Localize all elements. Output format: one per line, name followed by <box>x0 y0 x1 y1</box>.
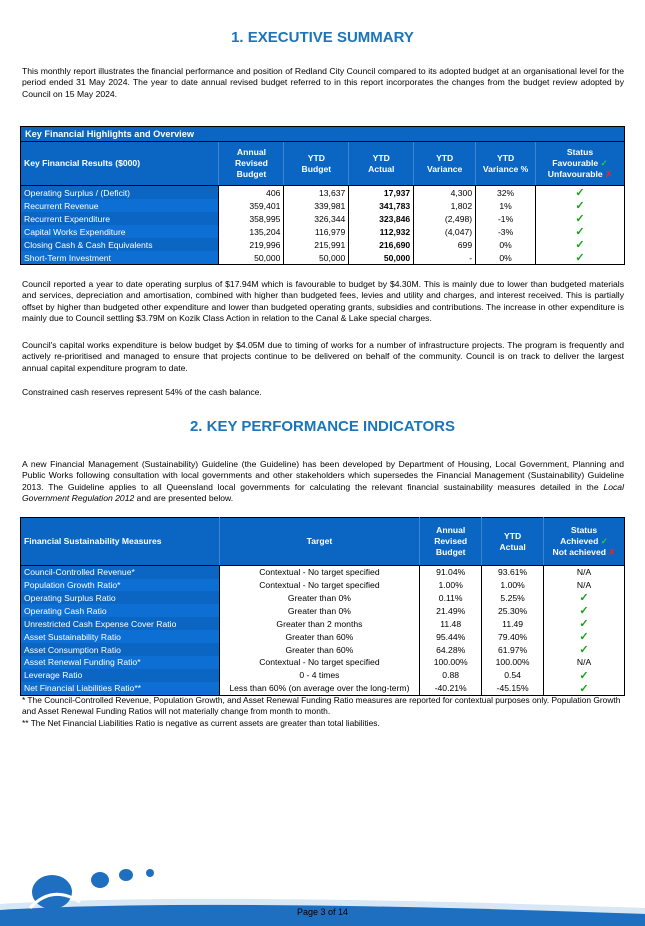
kpi-col-header-annual: Annual Revised Budget <box>420 518 482 566</box>
kpi-ytd-value: 11.49 <box>482 617 544 630</box>
kpi-target: Greater than 60% <box>219 643 420 656</box>
annual-budget-value: 359,401 <box>219 199 284 212</box>
kpi-label: Operating Cash Ratio <box>21 604 220 617</box>
cross-icon: ✗ <box>608 547 616 557</box>
kpi-annual-value: 64.28% <box>420 643 482 656</box>
ytd-actual-value: 112,932 <box>349 225 414 238</box>
kpi-status-cell <box>544 630 625 643</box>
col-header-status: Status Favourable ✓ Unfavourable ✗ <box>536 142 625 186</box>
ytd-budget-value: 339,981 <box>284 199 349 212</box>
status-cell <box>536 186 625 200</box>
kpi-annual-value: -40.21% <box>420 682 482 696</box>
ytd-variance-value: 4,300 <box>414 186 476 200</box>
status-cell <box>536 238 625 251</box>
kpi-label: Asset Renewal Funding Ratio* <box>21 656 220 669</box>
kpi-footnote-1: * The Council-Controlled Revenue, Population Growth, and Asset Renewal Funding Ratio measures are reported for contextual purposes only. Population Growth and Asset Renewal Funding Ratios will not materially change from month to month. <box>22 695 621 717</box>
col-header-ytd-actual: YTD Actual <box>349 142 414 186</box>
kpi-ytd-value: 79.40% <box>482 630 544 643</box>
table-row <box>21 617 625 630</box>
ytd-variance-pct-value: -3% <box>476 225 536 238</box>
summary-para-3: Constrained cash reserves represent 54% of the cash balance. <box>22 387 262 397</box>
kpi-target: Greater than 60% <box>219 630 420 643</box>
status-tick-icon: ✓ <box>575 200 585 212</box>
section1-title: 1. EXECUTIVE SUMMARY <box>231 29 414 46</box>
ytd-actual-value: 50,000 <box>349 251 414 265</box>
kpi-label: Net Financial Liabilities Ratio** <box>21 682 220 696</box>
col-header-ytd-budget: YTD Budget <box>284 142 349 186</box>
ytd-budget-value: 326,344 <box>284 212 349 225</box>
kpi-status-cell <box>544 617 625 630</box>
kpi-annual-value: 21.49% <box>420 604 482 617</box>
kpi-annual-value: 91.04% <box>420 566 482 579</box>
status-tick-icon: ✓ <box>579 631 589 644</box>
col-header-annual: Annual Revised Budget <box>219 142 284 186</box>
col-header-ytd-variance-pct: YTD Variance % <box>476 142 536 186</box>
kpi-table <box>20 517 625 696</box>
ytd-variance-pct-value: 1% <box>476 199 536 212</box>
status-cell <box>536 225 625 238</box>
kpi-ytd-value: 1.00% <box>482 579 544 592</box>
section1-intro: This monthly report illustrates the financial performance and position of Redland City Council compared to its adopted budget at an organisational level for the period ended 31 May 2024. The year to date annual revised budget referred to in this report incorporates the changes from the budget review adopted by Council on 15 May 2024. <box>22 66 624 99</box>
table-row <box>21 212 625 225</box>
ytd-variance-value: 1,802 <box>414 199 476 212</box>
row-label: Capital Works Expenditure <box>21 225 219 238</box>
kpi-label: Asset Sustainability Ratio <box>21 630 220 643</box>
kpi-ytd-value: 0.54 <box>482 669 544 682</box>
status-tick-icon: ✓ <box>579 605 589 618</box>
table-row <box>21 238 625 251</box>
table-row <box>21 251 625 265</box>
ytd-variance-value: (4,047) <box>414 225 476 238</box>
status-tick-icon: ✓ <box>579 669 589 682</box>
annual-budget-value: 219,996 <box>219 238 284 251</box>
kpi-col-header-status: Status Achieved ✓ Not achieved ✗ <box>544 518 625 566</box>
kpi-status-cell: N/A <box>544 656 625 669</box>
section2-title: 2. KEY PERFORMANCE INDICATORS <box>189 418 456 435</box>
status-tick-icon: ✓ <box>575 252 585 264</box>
table-row <box>21 199 625 212</box>
key-financial-highlights-table <box>20 126 625 265</box>
page-number: Page 3 of 14 <box>296 907 349 917</box>
ytd-actual-value: 323,846 <box>349 212 414 225</box>
kpi-ytd-value: -45.15% <box>482 682 544 696</box>
kpi-status-cell <box>544 669 625 682</box>
ytd-variance-value: - <box>414 251 476 265</box>
status-tick-icon: ✓ <box>579 618 589 631</box>
ytd-budget-value: 13,637 <box>284 186 349 200</box>
kpi-col-header-measure: Financial Sustainability Measures <box>21 518 220 566</box>
row-label: Closing Cash & Cash Equivalents <box>21 238 219 251</box>
kpi-target: Greater than 0% <box>219 604 420 617</box>
ytd-actual-value: 216,690 <box>349 238 414 251</box>
row-label: Short-Term Investment <box>21 251 219 265</box>
status-tick-icon: ✓ <box>579 644 589 657</box>
table-row <box>21 669 625 682</box>
ytd-variance-value: (2,498) <box>414 212 476 225</box>
kpi-status-cell <box>544 591 625 604</box>
table-row <box>21 225 625 238</box>
annual-budget-value: 406 <box>219 186 284 200</box>
status-tick-icon: ✓ <box>579 592 589 605</box>
tick-icon: ✓ <box>600 158 608 168</box>
table-row <box>21 604 625 617</box>
kpi-target: Greater than 2 months <box>219 617 420 630</box>
section2-intro: A new Financial Management (Sustainability) Guideline (the Guideline) has been developed by Department of Housing, Local Government, Planning and Public Works following consultation with local governments and other stakeholders which supersedes the Financial Management (Sustainability) Guideline 2013. The Guideline applies to all Queensland local governments for calculating the relevant financial sustainability measures detailed in the Local Government Regulation 2012 and are presented below. <box>22 459 624 504</box>
table-row <box>21 630 625 643</box>
kpi-ytd-value: 5.25% <box>482 591 544 604</box>
table-row <box>21 591 625 604</box>
kpi-status-cell: N/A <box>544 579 625 592</box>
kpi-label: Unrestricted Cash Expense Cover Ratio <box>21 617 220 630</box>
kpi-label: Operating Surplus Ratio <box>21 591 220 604</box>
status-cell <box>536 212 625 225</box>
col-header-measure: Key Financial Results ($000) <box>21 142 219 186</box>
kpi-target: 0 - 4 times <box>219 669 420 682</box>
annual-budget-value: 358,995 <box>219 212 284 225</box>
kpi-ytd-value: 93.61% <box>482 566 544 579</box>
ytd-variance-pct-value: -1% <box>476 212 536 225</box>
kpi-col-header-ytd: YTD Actual <box>482 518 544 566</box>
table-row <box>21 186 625 200</box>
kpi-annual-value: 11.48 <box>420 617 482 630</box>
kpi-target: Contextual - No target specified <box>219 656 420 669</box>
kpi-label: Population Growth Ratio* <box>21 579 220 592</box>
ytd-budget-value: 50,000 <box>284 251 349 265</box>
ytd-budget-value: 116,979 <box>284 225 349 238</box>
status-cell <box>536 199 625 212</box>
kpi-status-cell: N/A <box>544 566 625 579</box>
footer-wave-decoration <box>0 868 645 926</box>
kpi-status-cell <box>544 643 625 656</box>
ytd-actual-value: 17,937 <box>349 186 414 200</box>
table-row <box>21 566 625 579</box>
kpi-target: Greater than 0% <box>219 591 420 604</box>
kpi-target: Less than 60% (on average over the long-term) <box>219 682 420 696</box>
kpi-ytd-value: 61.97% <box>482 643 544 656</box>
summary-para-1: Council reported a year to date operating surplus of $17.94M which is favourable to budget by $4.30M. This is mainly due to lower than budgeted materials and services, depreciation and amortisation, combined with higher than budgeted fees, levies and utility and charges, and interest received. This is partially offset by higher than budgeted other expenditure and lower than budgeted operating grants, subsidies and contributions. The increase in other expenditure is mainly due to Council settling $3.79M on Kozik Class Action in relation to the Canal & Lake special charges. <box>22 279 624 324</box>
kpi-label: Council-Controlled Revenue* <box>21 566 220 579</box>
kpi-col-header-target: Target <box>219 518 420 566</box>
kpi-annual-value: 100.00% <box>420 656 482 669</box>
ytd-budget-value: 215,991 <box>284 238 349 251</box>
kpi-footnote-2: ** The Net Financial Liabilities Ratio is negative as current assets are greater than total liabilities. <box>22 718 380 728</box>
kpi-annual-value: 1.00% <box>420 579 482 592</box>
row-label: Recurrent Revenue <box>21 199 219 212</box>
kpi-ytd-value: 100.00% <box>482 656 544 669</box>
kpi-status-cell <box>544 682 625 696</box>
kpi-annual-value: 0.88 <box>420 669 482 682</box>
status-tick-icon: ✓ <box>575 213 585 225</box>
table-row <box>21 656 625 669</box>
kpi-ytd-value: 25.30% <box>482 604 544 617</box>
status-tick-icon: ✓ <box>579 682 589 695</box>
row-label: Operating Surplus / (Deficit) <box>21 186 219 200</box>
annual-budget-value: 135,204 <box>219 225 284 238</box>
ytd-variance-value: 699 <box>414 238 476 251</box>
ytd-variance-pct-value: 0% <box>476 238 536 251</box>
annual-budget-value: 50,000 <box>219 251 284 265</box>
table-row <box>21 682 625 696</box>
kpi-target: Contextual - No target specified <box>219 579 420 592</box>
kpi-target: Contextual - No target specified <box>219 566 420 579</box>
summary-para-2: Council's capital works expenditure is below budget by $4.05M due to timing of works for a number of infrastructure projects. The program is frequently and actively re-prioritised and managed to ensure that projects continue to be delivered on behalf of the community. Council is on track to deliver the largest annual capital expenditure program to date. <box>22 340 624 373</box>
status-tick-icon: ✓ <box>575 239 585 251</box>
ytd-variance-pct-value: 0% <box>476 251 536 265</box>
cross-icon: ✗ <box>605 169 613 179</box>
status-tick-icon: ✓ <box>575 226 585 238</box>
row-label: Recurrent Expenditure <box>21 212 219 225</box>
status-cell <box>536 251 625 265</box>
kpi-annual-value: 0.11% <box>420 591 482 604</box>
table-band-title: Key Financial Highlights and Overview <box>21 127 625 142</box>
status-tick-icon: ✓ <box>575 187 585 199</box>
table-row <box>21 643 625 656</box>
ytd-variance-pct-value: 32% <box>476 186 536 200</box>
table-row <box>21 579 625 592</box>
kpi-label: Asset Consumption Ratio <box>21 643 220 656</box>
ytd-actual-value: 341,783 <box>349 199 414 212</box>
tick-icon: ✓ <box>600 536 608 546</box>
kpi-annual-value: 95.44% <box>420 630 482 643</box>
kpi-label: Leverage Ratio <box>21 669 220 682</box>
col-header-ytd-variance: YTD Variance <box>414 142 476 186</box>
kpi-status-cell <box>544 604 625 617</box>
